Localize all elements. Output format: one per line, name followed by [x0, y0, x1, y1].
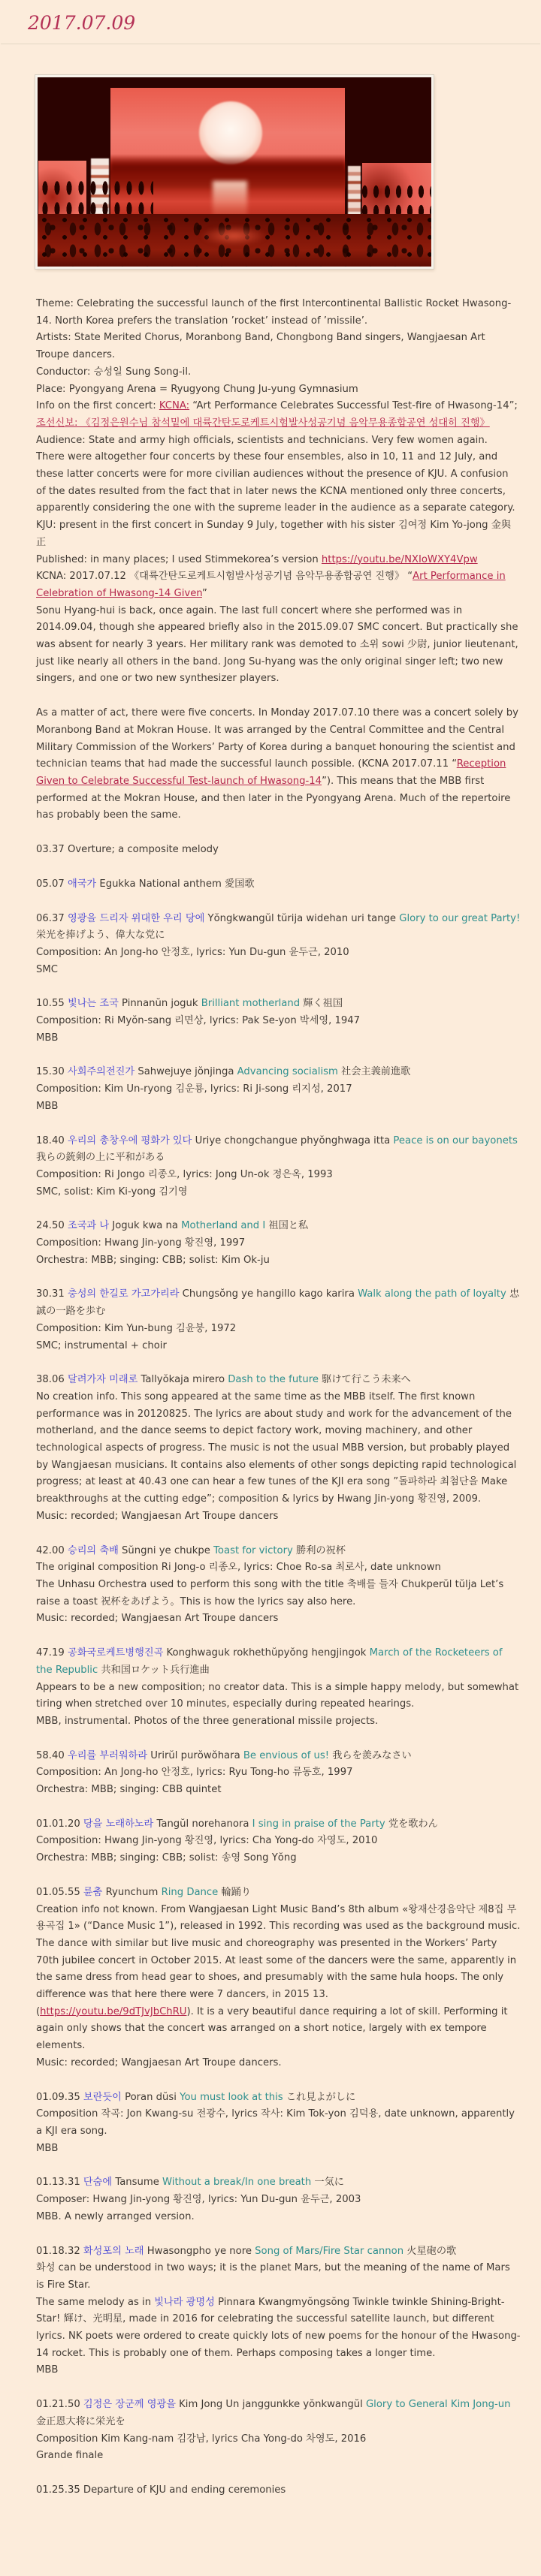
song-title-korean: 충성의 한길로 가고가리라: [67, 1288, 180, 1300]
text-run: Orchestra: MBB; singing: CBB; solist: Kim Ok-ju: [36, 1254, 270, 1266]
song-title-english: Song of Mars/Fire Star cannon: [255, 2245, 404, 2257]
text-run: Published: in many places; I used Stimmekorea’s version: [36, 553, 322, 565]
song-title-korean: 사회주의전진가: [67, 1066, 135, 1078]
song-title-english: I sing in praise of the Party: [252, 1818, 385, 1830]
text-run: MBB: [36, 1032, 59, 1044]
text-run: 01.18.32: [36, 2245, 83, 2257]
song-title-english: Ring Dance: [161, 1886, 219, 1898]
text-run: Composition: Kim Yun-bung 김윤붕, 1972: [36, 1322, 237, 1334]
text-run: 화성 can be understood in two ways; it is the planet Mars, but the meaning of the name of Mars is Fire Star.: [36, 2262, 510, 2291]
paragraph: [36, 1713, 521, 1731]
text-run: Hwasongpho ye nore: [144, 2245, 255, 2257]
text-run: KCNA: 2017.07.12 《대륙간탄도로케트시험발사성공기념 음악무용종합공연 진행》 “: [36, 571, 413, 583]
paragraph: [36, 398, 521, 432]
paragraph: [36, 1252, 521, 1270]
song-title-korean: 륜춤: [83, 1886, 103, 1898]
text-run: Composer: Hwang Jin-yong 황진영, lyrics: Yun Du-gun 윤두근, 2003: [36, 2194, 361, 2206]
song-title-korean: 우리를 부러워하라: [67, 1749, 148, 1761]
post-date-heading: 2017.07.09: [28, 12, 136, 34]
text-run: 01.25.35 Departure of KJU and ending ceremonies: [36, 2484, 286, 2496]
text-run: 58.40: [36, 1749, 68, 1761]
photo-audience-crowd: [38, 214, 431, 267]
text-run: Creation info not known. From Wangjaesan Light Music Band’s 8th album «왕재산경음악단 제8집 무용곡집 1» (“Dance Music 1”), released in 1992. This recording was used as the background music. The dance with similar but live music and choreography was presented in the Workers’ Party 70th jubilee concert in October 2015. At least some of the dancers were the same, apparently in the same dress from head gear to shoes, and presumably with the same hula hoops. The only difference was that here there were 7 dancers, in 2015 13.: [36, 1903, 521, 2001]
song-entry: [36, 1645, 521, 1679]
text-run: 社会主義前進歌: [337, 1066, 411, 1078]
paragraph: [36, 2482, 521, 2499]
paragraph: [36, 1184, 521, 1201]
song-title-korean: 단숨에: [83, 2177, 113, 2189]
song-title-korean: 화성포의 노래: [83, 2245, 144, 2257]
paragraph: [36, 2260, 521, 2294]
text-run: 駆けて行こう未来へ: [318, 1374, 411, 1386]
paragraph: [36, 552, 521, 569]
text-run: Orchestra: MBB; singing: CBB quintet: [36, 1784, 222, 1796]
paragraph: [36, 2431, 521, 2448]
text-run: Audience: State and army high officials, scientists and technicians. Very few women again.: [36, 434, 488, 446]
text-run: 党を歌わん: [385, 1818, 438, 1830]
text-run: これ見よがしに: [283, 2091, 356, 2103]
text-run: MBB. A newly arranged version.: [36, 2210, 195, 2222]
text-run: Composition: An Jong-ho 안정호, lyrics: Ryu Tong-ho 류동호, 1997: [36, 1767, 353, 1779]
text-run: Composition 작곡: Jon Kwang-su 전광수, lyrics 작사: Kim Tok-yon 김덕용, date unknown, apparently a KJI era song.: [36, 2108, 515, 2137]
paragraph: [36, 1782, 521, 1799]
text-run: “Art Performance Celebrates Successful Test-fire of Hwasong-14”;: [189, 400, 518, 412]
song-title-korean: 조국과 나: [67, 1220, 110, 1232]
text-run: 火星砲の歌: [403, 2245, 457, 2257]
song-entry: [36, 1218, 521, 1235]
song-title-english: Brilliant motherland: [201, 998, 301, 1010]
song-title-english: Glory to General Kim Jong-un: [365, 2399, 511, 2411]
paragraph: [36, 2141, 521, 2158]
paragraph: [36, 1321, 521, 1338]
text-run: KJU: present in the first concert in Sunday 9 July, together with his sister 김여정 Kim Yo-jong 金與正: [36, 520, 512, 548]
text-run: 05.07: [36, 878, 68, 890]
song-entry: [36, 2089, 521, 2107]
text-run: Place: Pyongyang Arena = Ryugyong Chung Ju-yung Gymnasium: [36, 383, 358, 395]
paragraph: [36, 1850, 521, 1867]
text-run: Composition: Ri Jongo 리종오, lyrics: Jong Un-ok 정은옥, 1993: [36, 1168, 333, 1180]
song-entry: [36, 1816, 521, 1833]
paragraph: [36, 381, 521, 399]
text-run: Ryunchum: [102, 1886, 162, 1898]
text-run: Info on the first concert:: [36, 400, 159, 412]
song-entry: [36, 876, 521, 893]
text-run: Conductor: 승성일 Sung Song-il.: [36, 366, 192, 378]
text-run: Chungsŏng ye hangillo kago karira: [179, 1288, 358, 1300]
text-run: There were altogether four concerts by these four ensembles, also in 10, 11 and 12 July, and these latter concerts were for more civilian audiences without the presence of KJU. A confusion of the dates resulted from the fact that in later news the KCNA mentioned only three concerts, apparently considering the one with the supreme leader in the audience as a separate category.: [36, 451, 515, 514]
song-entry: [36, 2174, 521, 2192]
text-run: 15.30: [36, 1066, 68, 1078]
paragraph: [36, 2362, 521, 2379]
text-run: Konghwaguk rokhethŭpyŏng hengjingok: [163, 1647, 370, 1659]
text-run: 03.37 Overture; a composite melody: [36, 844, 219, 856]
text-run: 06.37: [36, 912, 68, 924]
song-title-english: Advancing socialism: [237, 1066, 338, 1078]
paragraph: [36, 1081, 521, 1098]
paragraph: [36, 330, 521, 363]
text-run: ”). This means that the MBB first performed at the Mokran House, and then later in the Pyongyang Arena. Much of the repertoire has probably been the same.: [36, 775, 511, 821]
paragraph: [36, 296, 521, 330]
text-run: 忠誠の一路を歩む: [36, 1288, 520, 1318]
text-run: Egukka National anthem 愛国歌: [96, 878, 255, 890]
text-run: 01.21.50: [36, 2399, 83, 2411]
text-run: 38.06: [36, 1374, 68, 1386]
text-run: 42.00: [36, 1544, 68, 1556]
text-run: SMC, solist: Kim Ki-yong 김기영: [36, 1186, 188, 1198]
song-title-english: Toast for victory: [213, 1544, 293, 1556]
text-run: The same melody as in: [36, 2296, 155, 2308]
link[interactable]: KCNA:: [159, 400, 190, 412]
paragraph: [36, 962, 521, 979]
text-run: Orchestra: MBB; singing: CBB; solist: 송영 Song Yŏng: [36, 1852, 297, 1864]
song-title-english: Without a break/In one breath: [162, 2177, 312, 2189]
paragraph: [36, 2448, 521, 2465]
text-run: Urirŭl purŏwŏhara: [147, 1749, 243, 1761]
text-run: Grande finale: [36, 2450, 104, 2462]
song-title-english: Be envious of us!: [243, 1749, 330, 1761]
paragraph: [36, 1764, 521, 1782]
paragraph: [36, 1098, 521, 1116]
song-title-english: Dash to the future: [228, 1374, 319, 1386]
song-entry: [36, 911, 521, 945]
song-entry: [36, 2243, 521, 2261]
song-title-korean: 김정은 장군께 영광을: [83, 2399, 176, 2411]
photo-center-stage-glow: [200, 226, 267, 246]
song-title-korean: 빛나라 광명성: [154, 2296, 215, 2308]
text-run: 一気に: [311, 2177, 344, 2189]
link[interactable]: Art Performance in Celebration of Hwasong-14 Given: [36, 571, 506, 599]
text-run: 共和国ロケット兵行進曲: [98, 1664, 210, 1676]
song-title-korean: 보란듯이: [83, 2091, 122, 2103]
paragraph: [36, 1167, 521, 1184]
text-run: 01.13.31: [36, 2177, 83, 2189]
text-run: Composition: Kim Un-ryong 김운룡, lyrics: Ri Ji-song 리지성, 2017: [36, 1083, 352, 1095]
paragraph: [36, 1833, 521, 1850]
text-run: 金正恩大将に栄光を: [36, 2415, 125, 2427]
text-run: As a matter of act, there were five concerts. In Monday 2017.07.10 there was a concert solely by Moranbong Band at Mokran House. It was arranged by the Central Committee and the Central Military Commission of the Workers’ Party of Korea during a banquet honouring the scientist and technician teams that had made the successful launch possible. (KCNA 2017.07.11 “: [36, 707, 518, 770]
text-run: Music: recorded; Wangjaesan Art Troupe dancers: [36, 1613, 279, 1625]
song-entry: [36, 996, 521, 1013]
text-run: ). It is a very beautiful dance requiring a lot of skill. Performing it again only shows that the concert was arranged on a short notice, largely with ex tempore elements.: [36, 2005, 508, 2052]
text-run: Joguk kwa na: [109, 1220, 182, 1232]
text-run: Pinnara Kwangmyŏngsŏng Twinkle twinkle Shining-Bright-Star! 輝け、光明星, made in 2016 for celebrating the successful satellite launch, but different lyrics. NK poets were ordered to create quickly lots of new poems for the honour of the Hwasong-14 rocket. This is probably one of them. Perhaps composing takes a longer time.: [36, 2296, 521, 2359]
song-title-korean: 달려가자 미래로: [67, 1374, 138, 1386]
text-run: Composition: An Jong-ho 안정호, lyrics: Yun Du-gun 윤두근, 2010: [36, 946, 349, 958]
text-run: Composition Kim Kang-nam 김강남, lyrics Cha Yong-do 차영도, 2016: [36, 2433, 367, 2445]
text-run: 我らの銃剣の上に平和がある: [36, 1152, 165, 1164]
song-entry: [36, 1372, 521, 1389]
song-title-korean: 빛나는 조국: [67, 998, 119, 1010]
text-run: Music: recorded; Wangjaesan Art Troupe dancers: [36, 1510, 279, 1522]
text-run: 01.01.20: [36, 1818, 83, 1830]
text-run: (: [36, 2005, 41, 2017]
song-title-korean: 공화국로케트병행진곡: [67, 1647, 164, 1659]
text-run: 輪踊り: [218, 1886, 252, 1898]
song-title-english: March of the Rocketeers of the Republic: [36, 1647, 503, 1676]
song-entry: [36, 1286, 521, 1320]
paragraph: [36, 364, 521, 381]
text-run: MBB: [36, 2364, 59, 2376]
song-title-korean: 승리의 축배: [67, 1544, 119, 1556]
link[interactable]: https://youtu.be/NXIoWXY4Vpw: [321, 553, 478, 565]
text-run: MBB: [36, 1100, 59, 1112]
paragraph: [36, 1338, 521, 1355]
text-run: Sahwejuye jŏnjinga: [134, 1066, 237, 1078]
text-run: Appears to be a new composition; no creator data. This is a simple happy melody, but somewhat tiring when stretched over 10 minutes, especially during repeated hearings.: [36, 1681, 519, 1710]
text-run: The Unhasu Orchestra used to perform this song with the title 축배를 들자 Chukperŭl tŭlja Let’s raise a toast 祝杯をあげよう。This is how the lyrics say also here.: [36, 1579, 504, 1607]
text-run: Yŏngkwangŭl tŭrija widehan uri tange: [204, 912, 400, 924]
song-entry: [36, 1133, 521, 1167]
post-body: [36, 296, 521, 2499]
paragraph: [36, 2004, 521, 2055]
paragraph: [36, 603, 521, 688]
paragraph: [36, 1235, 521, 1252]
text-run: 01.05.55: [36, 1886, 83, 1898]
paragraph: [36, 568, 521, 602]
paragraph: [36, 2209, 521, 2226]
text-run: 10.55: [36, 998, 68, 1010]
paragraph: [36, 1680, 521, 1713]
paragraph: [36, 2294, 521, 2363]
song-title-korean: 우리의 총창우에 평화가 있다: [67, 1134, 192, 1146]
text-run: Composition: Hwang Jin-yong 황진영, lyrics: Cha Yong-do 자영도, 2010: [36, 1835, 378, 1847]
paragraph: [36, 1902, 521, 2004]
paragraph: [36, 449, 521, 517]
text-run: 栄光を捧げよう、偉大な党に: [36, 929, 165, 942]
paragraph: [36, 2192, 521, 2209]
text-run: 24.50: [36, 1220, 68, 1232]
paragraph: [36, 705, 521, 824]
text-run: Kim Jong Un janggunkke yŏnkwangŭl: [175, 2399, 366, 2411]
concert-photo: [35, 75, 434, 269]
paragraph: [36, 432, 521, 450]
song-title-english: Peace is on our bayonets: [393, 1134, 518, 1146]
text-run: The original composition Ri Jong-o 리종오, lyrics: Choe Ro-sa 최로사, date unknown: [36, 1562, 441, 1574]
paragraph: [36, 1577, 521, 1610]
text-run: MBB, instrumental. Photos of the three generational missile projects.: [36, 1715, 379, 1727]
text-run: Sŭngni ye chukpe: [118, 1544, 214, 1556]
text-run: 我らを羨みなさい: [329, 1749, 412, 1761]
song-entry: [36, 1543, 521, 1560]
song-title-english: Glory to our great Party!: [399, 912, 521, 924]
text-run: Theme: Celebrating the successful launch of the first Intercontinental Ballistic Rocket Hwasong-14. North Korea prefers the translation ’rocket’ instead of ’missile’.: [36, 298, 512, 327]
text-run: 18.40: [36, 1134, 68, 1146]
song-entry: [36, 2397, 521, 2430]
song-entry: [36, 1748, 521, 1765]
song-title-english: You must look at this: [180, 2091, 283, 2103]
text-run: SMC: [36, 963, 58, 975]
text-run: Tansume: [112, 2177, 163, 2189]
song-title-korean: 애국가: [67, 878, 97, 890]
text-run: 輝く祖国: [300, 998, 343, 1010]
text-run: Pinnanŭn joguk: [118, 998, 201, 1010]
song-entry: [36, 1885, 521, 1902]
text-run: Artists: State Merited Chorus, Moranbong Band, Chongbong Band singers, Wangjaesan Art Troupe dancers.: [36, 332, 485, 361]
paragraph: [36, 2055, 521, 2072]
text-run: Tangŭl norehanora: [153, 1818, 252, 1830]
text-run: ”: [201, 587, 207, 599]
text-run: MBB: [36, 2142, 59, 2154]
text-run: 勝利の祝杯: [292, 1544, 346, 1556]
paragraph: [36, 1610, 521, 1628]
text-run: Composition: Hwang Jin-yong 황진영, 1997: [36, 1237, 246, 1249]
paragraph: [36, 945, 521, 962]
text-run: SMC; instrumental + choir: [36, 1339, 167, 1351]
text-run: 01.09.35: [36, 2091, 83, 2103]
link[interactable]: 조선신보: 《김정은원수님 참석밑에 대륙간탄도로케트시험발사성공기념 음악무용종합공연 성대히 진행》: [36, 417, 490, 429]
paragraph: [36, 1559, 521, 1577]
text-run: Composition: Ri Myŏn-sang 리면상, lyrics: Pak Se-yon 박세영, 1947: [36, 1015, 361, 1027]
paragraph: [36, 1030, 521, 1047]
paragraph: [36, 517, 521, 551]
song-title-english: Walk along the path of loyalty: [358, 1288, 506, 1300]
text-run: 47.19: [36, 1647, 68, 1659]
text-run: Music: recorded; Wangjaesan Art Troupe dancers.: [36, 2056, 282, 2068]
text-run: Poran dŭsi: [121, 2091, 180, 2103]
paragraph: [36, 1013, 521, 1030]
link[interactable]: Reception Given to Celebrate Successful Test-launch of Hwasong-14: [36, 758, 506, 787]
song-title-english: Motherland and I: [181, 1220, 266, 1232]
paragraph: [36, 842, 521, 859]
text-run: Uriye chongchangue phyŏnghwaga itta: [192, 1134, 394, 1146]
text-run: No creation info. This song appeared at the same time as the MBB itself. The first known performance was in 20120825. The lyrics are about study and work for the advancement of the motherland, and the dance seems to depict factory work, moving machinery, and other technological aspects of progress. The music is not the usual MBB version, but probably played by Wangjaesan musicians. It contains also elements of other songs depicting rapid technological progress; at least at 40.43 one can hear a few tunes of the KJI era song ”돌파하라 최첨단을 Make breakthroughs at the cutting edge”; composition & lyrics by Hwang Jin-yong 황진영, 2009.: [36, 1390, 517, 1505]
song-entry: [36, 1064, 521, 1081]
text-run: 祖国と私: [265, 1220, 309, 1232]
text-run: 30.31: [36, 1288, 68, 1300]
paragraph: [36, 2106, 521, 2140]
paragraph: [36, 1508, 521, 1526]
paragraph: [36, 1389, 521, 1508]
song-title-korean: 영광을 드리자 위대한 우리 당에: [67, 912, 205, 924]
text-run: Sonu Hyang-hui is back, once again. The last full concert where she performed was in 2014.09.04, though she appeared briefly also in the 2015.09.07 SMC concert. But practically she was absent for nearly 3 years. Her military rank was demoted to 소위 sowi 少尉, junior lieutenant, just like nearly all others in the band. Jong Su-hyang was the only original singer left; two new singers, and one or two new synthesizer players.: [36, 604, 518, 685]
link[interactable]: https://youtu.be/9dTJvJbChRU: [40, 2005, 187, 2017]
text-run: Tallyŏkaja mirero: [138, 1374, 228, 1386]
song-title-korean: 당을 노래하노라: [83, 1818, 154, 1830]
